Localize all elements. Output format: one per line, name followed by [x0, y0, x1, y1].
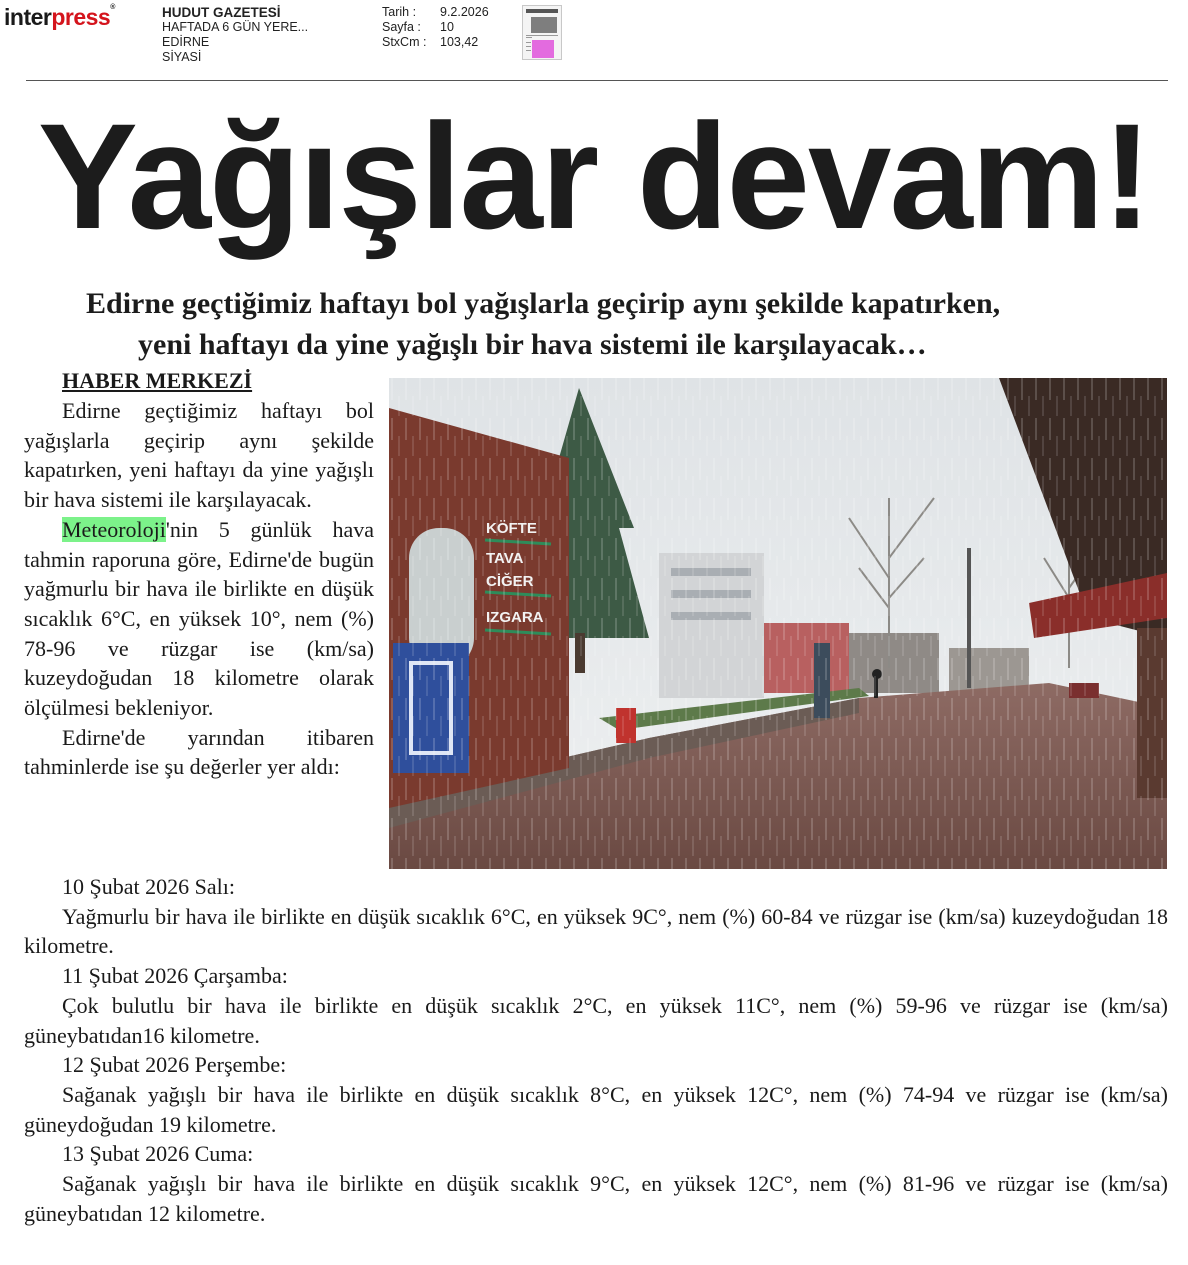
forecast-text-1: Yağmurlu bir hava ile birlikte en düşük sıcaklık 6°C, en yüksek 9C°, nem (%) 60-84 ve rüzgar ise (km/sa) kuzeydoğudan 18 kilometre.: [24, 903, 1168, 959]
header-divider: [26, 80, 1168, 81]
page-value: 10: [440, 20, 454, 34]
page-row: Sayfa : 10: [382, 20, 454, 34]
subheadline-line-1: Edirne geçtiğimiz haftayı bol yağışlarla geçirip aynı şekilde kapatırken,: [86, 287, 1001, 320]
forecast-text-4: Sağanak yağışlı bir hava ile birlikte en düşük sıcaklık 9°C, en yüksek 12C°, nem (%) 81-96 ve rüzgar ise (km/sa) güneybatıdan 12 kilometre.: [24, 1171, 1168, 1226]
rainy-street-photo: [389, 378, 1167, 869]
newspaper-name: HUDUT GAZETESİ: [162, 5, 281, 20]
rainy-street-image: [389, 378, 1167, 869]
size-value: 103,42: [440, 35, 479, 49]
interpress-logo: interpress®: [4, 4, 115, 30]
byline: HABER MERKEZİ: [62, 368, 253, 393]
paragraph-forecast-intro: Edirne'de yarından itibaren tahminlerde ise şu değerler yer aldı:: [24, 724, 374, 780]
publication-frequency: HAFTADA 6 GÜN YERE...: [162, 20, 309, 34]
forecast-text-2: Çok bulutlu bir hava ile birlikte en düşük sıcaklık 2°C, en yüksek 11C°, nem (%) 59-96 ve rüzgar ise (km/sa) güneybatıdan16 kilometre.: [24, 992, 1168, 1048]
forecast-date-4: 13 Şubat 2026 Cuma:: [62, 1141, 254, 1167]
publication-section: SİYASİ: [162, 50, 202, 64]
date-row: Tarih : 9.2.2026: [382, 5, 489, 19]
size-row: StxCm : 103,42: [382, 35, 479, 49]
highlighted-keyword: Meteoroloji: [62, 516, 166, 542]
source-info: [162, 5, 308, 65]
forecast-date-3: 12 Şubat 2026 Perşembe:: [62, 1052, 287, 1078]
forecast-date-2: 11 Şubat 2026 Çarşamba:: [62, 963, 288, 989]
page-thumbnail[interactable]: [522, 5, 562, 60]
forecast-text-3: Sağanak yağışlı bir hava ile birlikte en düşük sıcaklık 8°C, en yüksek 12C°, nem (%) 74-94 ve rüzgar ise (km/sa) güneydoğudan 19 kilometre.: [24, 1081, 1168, 1137]
thumbnail-article-marker: [532, 40, 554, 58]
paragraph-intro: Edirne geçtiğimiz haftayı bol yağışlarla geçirip aynı şekilde kapatırken, yeni haftayı da yine yağışlı bir hava sistemi ile karşılayacak.: [24, 398, 374, 513]
forecast-list: [24, 872, 1168, 1228]
date-value: 9.2.2026: [440, 5, 489, 19]
article-column: [24, 396, 374, 782]
headline: Yağışlar devam!: [37, 92, 1151, 260]
publication-city: EDİRNE: [162, 35, 210, 49]
subheadline-line-2: yeni haftayı da yine yağışlı bir hava sistemi ile karşılayacak…: [138, 328, 927, 361]
clip-metadata: [382, 5, 489, 50]
paragraph-forecast-today: Meteoroloji'nin 5 günlük hava tahmin raporuna göre, Edirne'de bugün yağmurlu bir hava ile birlikte en düşük sıcaklık 6°C, en yüksek 10°, nem (%) 78-96 ve rüzgar ise (km/sa) kuzeydoğudan 18 kilometre olarak ölçülmesi bekleniyor.: [24, 516, 374, 721]
forecast-date-1: 10 Şubat 2026 Salı:: [62, 874, 235, 899]
